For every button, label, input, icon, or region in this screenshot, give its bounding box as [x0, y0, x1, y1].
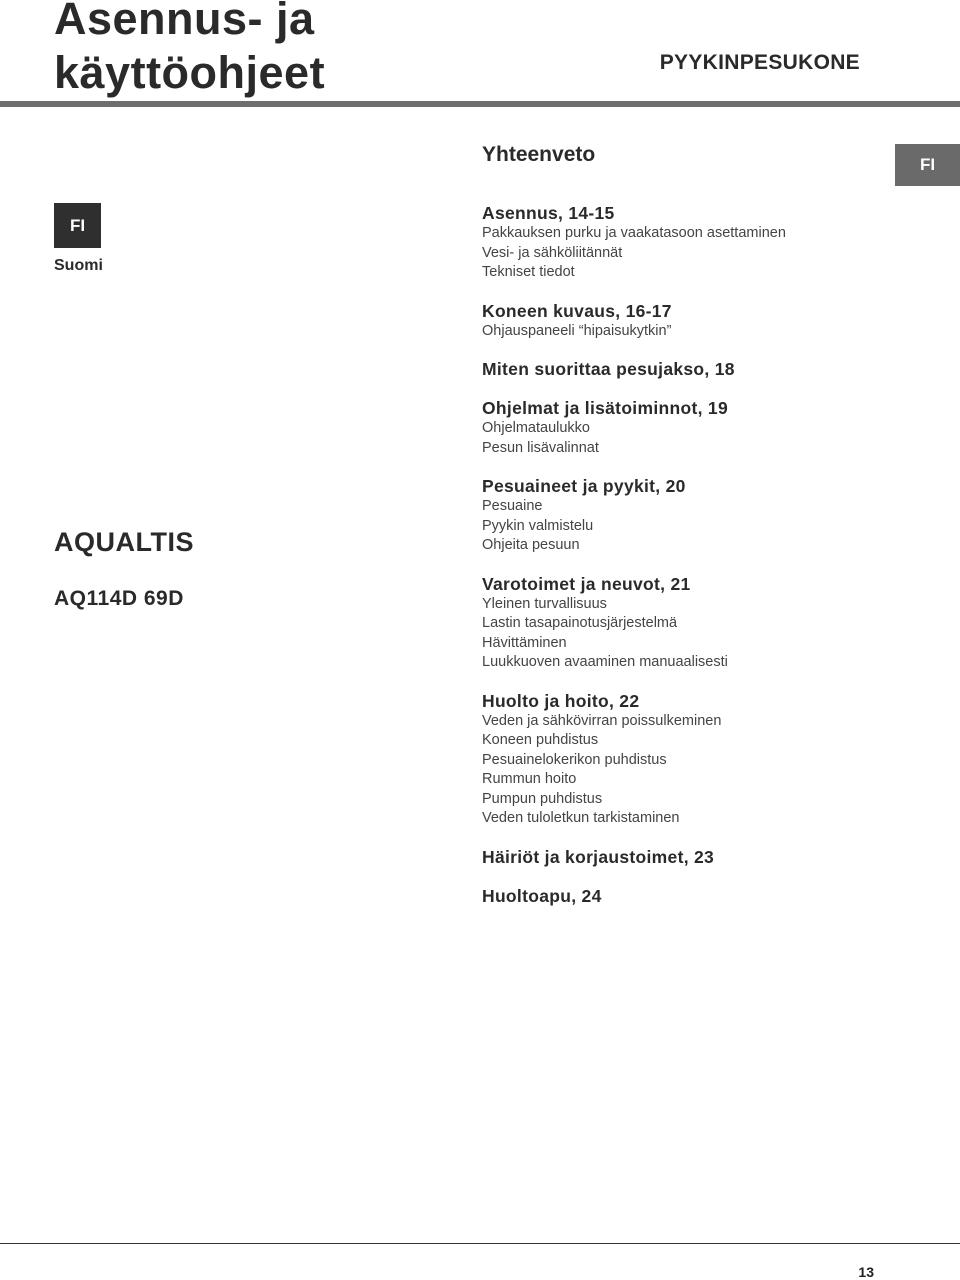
toc-section-heading: Häiriöt ja korjaustoimet, 23 [482, 846, 715, 867]
toc-section [482, 475, 882, 556]
toc-section-heading: Huoltoapu, 24 [482, 885, 602, 906]
toc-item: Luukkuoven avaaminen manuaalisesti [482, 654, 728, 670]
document-title [54, 0, 325, 100]
toc-section-heading: Miten suorittaa pesujakso, 18 [482, 359, 735, 379]
toc-item: Veden ja sähkövirran poissulkeminen [482, 712, 722, 729]
toc-item: Pumpun puhdistus [482, 790, 603, 807]
toc-item: Pesuaine [482, 498, 543, 514]
toc-section [482, 885, 882, 907]
toc-item: Pesuainelokerikon puhdistus [482, 751, 667, 768]
toc-title: Yhteenveto [482, 143, 596, 166]
toc-item: Veden tuloletkun tarkistaminen [482, 810, 680, 826]
toc-section [482, 846, 882, 868]
toc-item: Lastin tasapainotusjärjestelmä [482, 615, 678, 631]
table-of-contents [482, 202, 882, 924]
title-line-2: käyttöohjeet [54, 47, 326, 98]
footer-divider [0, 1243, 960, 1244]
toc-item: Ohjelmataulukko [482, 420, 590, 436]
toc-section-heading: Koneen kuvaus, 16-17 [482, 300, 672, 321]
product-type: PYYKINPESUKONE [659, 51, 860, 74]
toc-item: Hävittäminen [482, 634, 567, 651]
toc-section [482, 690, 882, 829]
toc-section [482, 300, 882, 342]
toc-item: Pakkauksen purku ja vaakatasoon asettaminen [482, 225, 786, 241]
toc-section-heading: Varotoimet ja neuvot, 21 [482, 573, 691, 594]
model-number: AQ114D 69D [54, 587, 184, 610]
language-code-box: FI [54, 203, 101, 248]
header-divider [0, 101, 960, 107]
toc-section [482, 573, 882, 673]
toc-item: Tekniset tiedot [482, 264, 575, 280]
language-name: Suomi [54, 257, 103, 274]
toc-item: Vesi- ja sähköliitännät [482, 244, 623, 261]
brand-name: AQUALTIS [54, 527, 194, 557]
toc-item: Pyykin valmistelu [482, 517, 594, 534]
toc-item: Pesun lisävalinnat [482, 439, 599, 456]
toc-section-heading: Pesuaineet ja pyykit, 20 [482, 476, 686, 496]
toc-section [482, 202, 882, 283]
title-line-1: Asennus- ja [54, 0, 315, 44]
toc-section-heading: Huolto ja hoito, 22 [482, 690, 640, 711]
toc-item: Ohjauspaneeli “hipaisukytkin” [482, 322, 672, 339]
toc-section [482, 358, 882, 380]
toc-section-heading: Ohjelmat ja lisätoiminnot, 19 [482, 398, 728, 418]
toc-section-heading: Asennus, 14-15 [482, 203, 615, 223]
language-tab: FI [895, 144, 960, 186]
toc-item: Koneen puhdistus [482, 732, 599, 748]
toc-item: Rummun hoito [482, 771, 577, 787]
toc-item: Yleinen turvallisuus [482, 595, 607, 612]
page-number: 13 [858, 1264, 874, 1280]
toc-item: Ohjeita pesuun [482, 537, 580, 553]
toc-section [482, 397, 882, 458]
